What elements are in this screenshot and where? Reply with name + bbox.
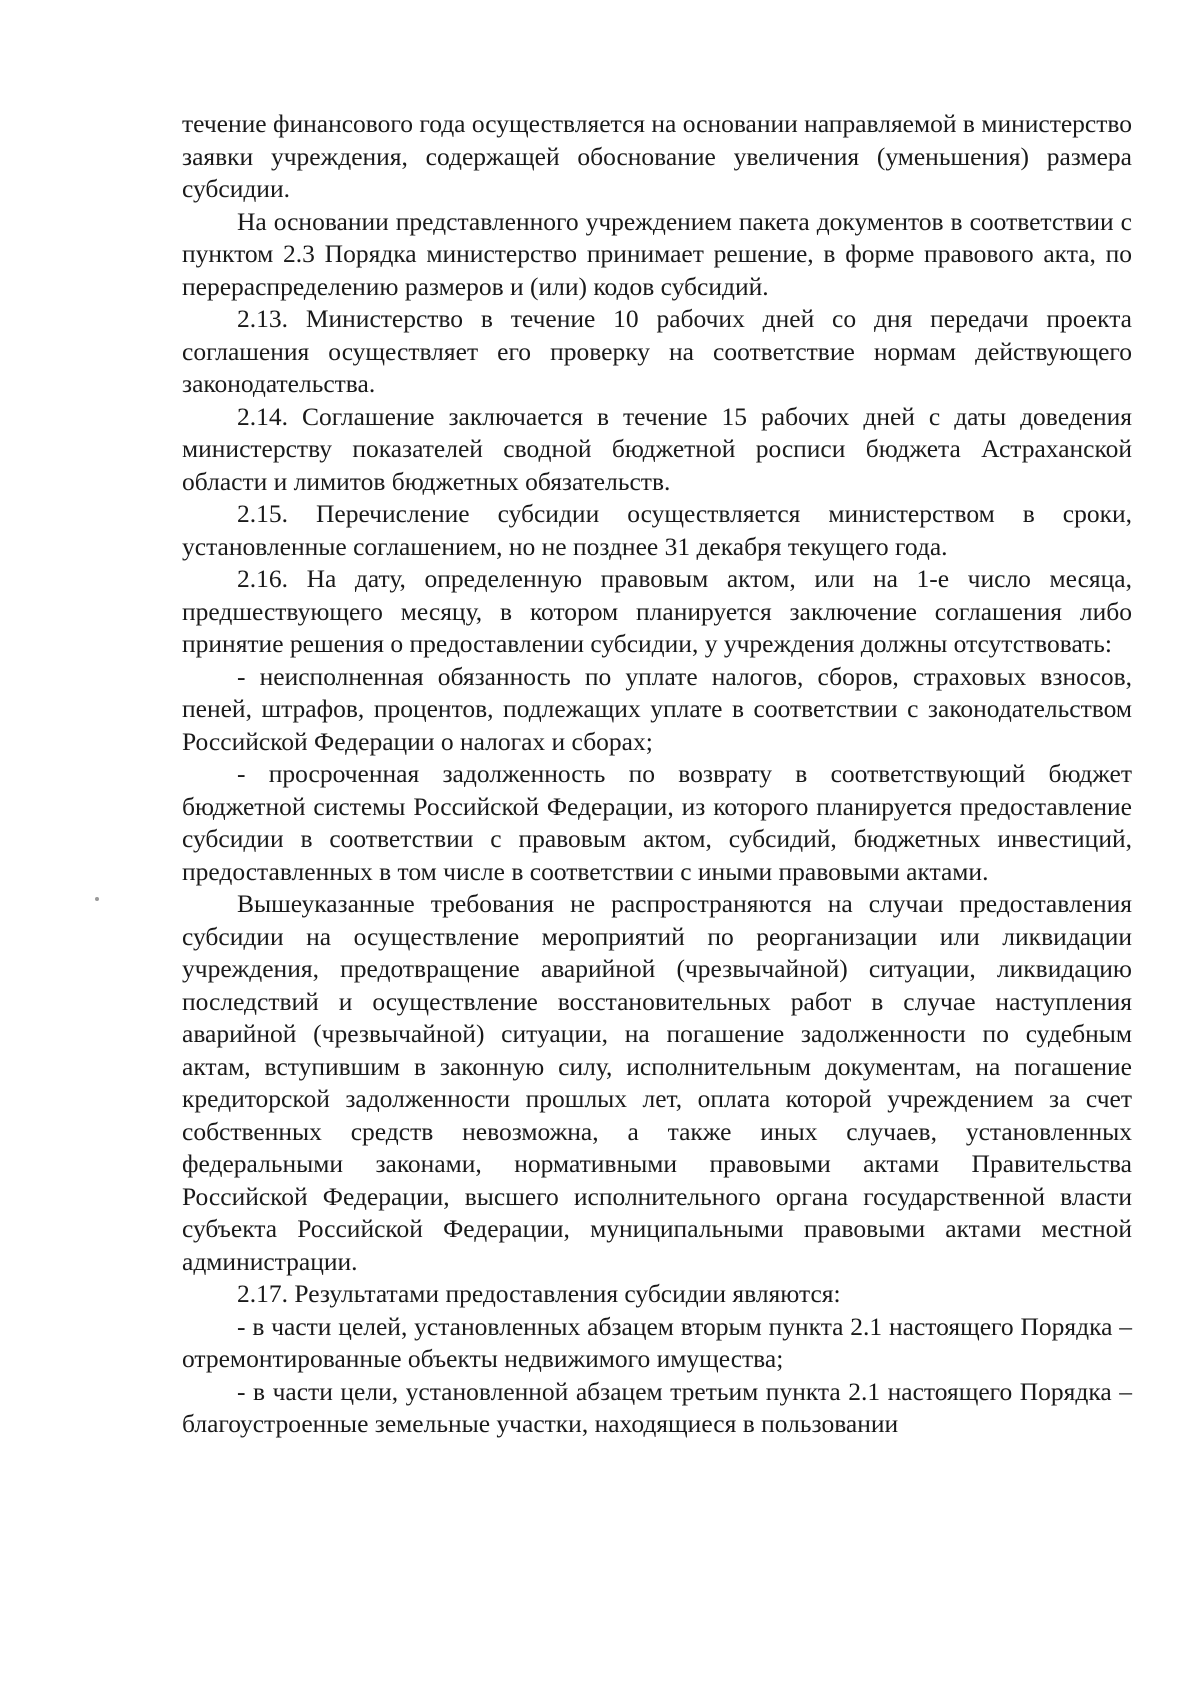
paragraph-2-14: 2.14. Соглашение заключается в течение 15 рабочих дней с даты доведения министерству показателей сводной бюджетной росписи бюджета Астраханской области и лимитов бюджетных обязательств. [182,401,1132,496]
document-page [182,108,1132,1441]
paragraph-redistribution: На основании представленного учреждением пакета документов в соответствии с пунктом 2.3 Порядка министерство принимает решение, в форме правового акта, по перераспределению размеров и (или) кодов субсидий. [182,206,1132,301]
paragraph-2-16: 2.16. На дату, определенную правовым актом, или на 1-е число месяца, предшествующего месяцу, в котором планируется заключение соглашения либо принятие решения о предоставлении субсидии, у учреждения должны отсутствовать: [182,564,1132,658]
list-item-unpaid-taxes: - неисполненная обязанность по уплате налогов, сборов, страховых взносов, пеней, штрафов, процентов, подлежащих уплате в соответствии с законодательством Российской Федерации о налогах и сборах; [182,661,1132,756]
list-item-repaired-objects: - в части целей, установленных абзацем вторым пункта 2.1 настоящего Порядка – отремонтированные объекты недвижимого имущества; [182,1311,1132,1373]
list-item-land-plots: - в части цели, установленной абзацем третьим пункта 2.1 настоящего Порядка – благоустроенные земельные участки, находящиеся в пользовании [182,1376,1132,1438]
list-item-overdue-debt: - просроченная задолженность по возврату в соответствующий бюджет бюджетной системы Российской Федерации, из которого планируется предоставление субсидии в соответствии с правовым актом, субсидий, бюджетных инвестиций, предоставленных в том числе в соответствии с иными правовыми актами. [182,759,1132,886]
paragraph-continuation: течение финансового года осуществляется на основании направляемой в министерство заявки учреждения, содержащей обоснование увеличения (уменьшения) размера субсидии. [182,109,1132,203]
paragraph-2-15: 2.15. Перечисление субсидии осуществляется министерством в сроки, установленные соглашением, но не позднее 31 декабря текущего года. [182,499,1132,561]
paragraph-2-17: 2.17. Результатами предоставления субсидии являются: [237,1279,841,1308]
paragraph-exceptions: Вышеуказанные требования не распространяются на случаи предоставления субсидии на осуществление мероприятий по реорганизации или ликвидации учреждения, предотвращение аварийной (чрезвычайной) ситуации, ликвидацию последствий и осуществление восстановительных работ в случае наступления аварийной (чрезвычайной) ситуации, на погашение задолженности по судебным актам, вступившим в законную силу, исполнительным документам, на погашение кредиторской задолженности прошлых лет, оплата которой учреждением за счет собственных средств невозможна, а также иных случаев, установленных федеральными законами, нормативными правовыми актами Правительства Российской Федерации, высшего исполнительного органа государственной власти субъекта Российской Федерации, муниципальными правовыми актами местной администрации. [182,889,1132,1276]
paragraph-2-13: 2.13. Министерство в течение 10 рабочих дней со дня передачи проекта соглашения осуществляет его проверку на соответствие нормам действующего законодательства. [182,304,1132,398]
margin-speck [95,897,99,901]
